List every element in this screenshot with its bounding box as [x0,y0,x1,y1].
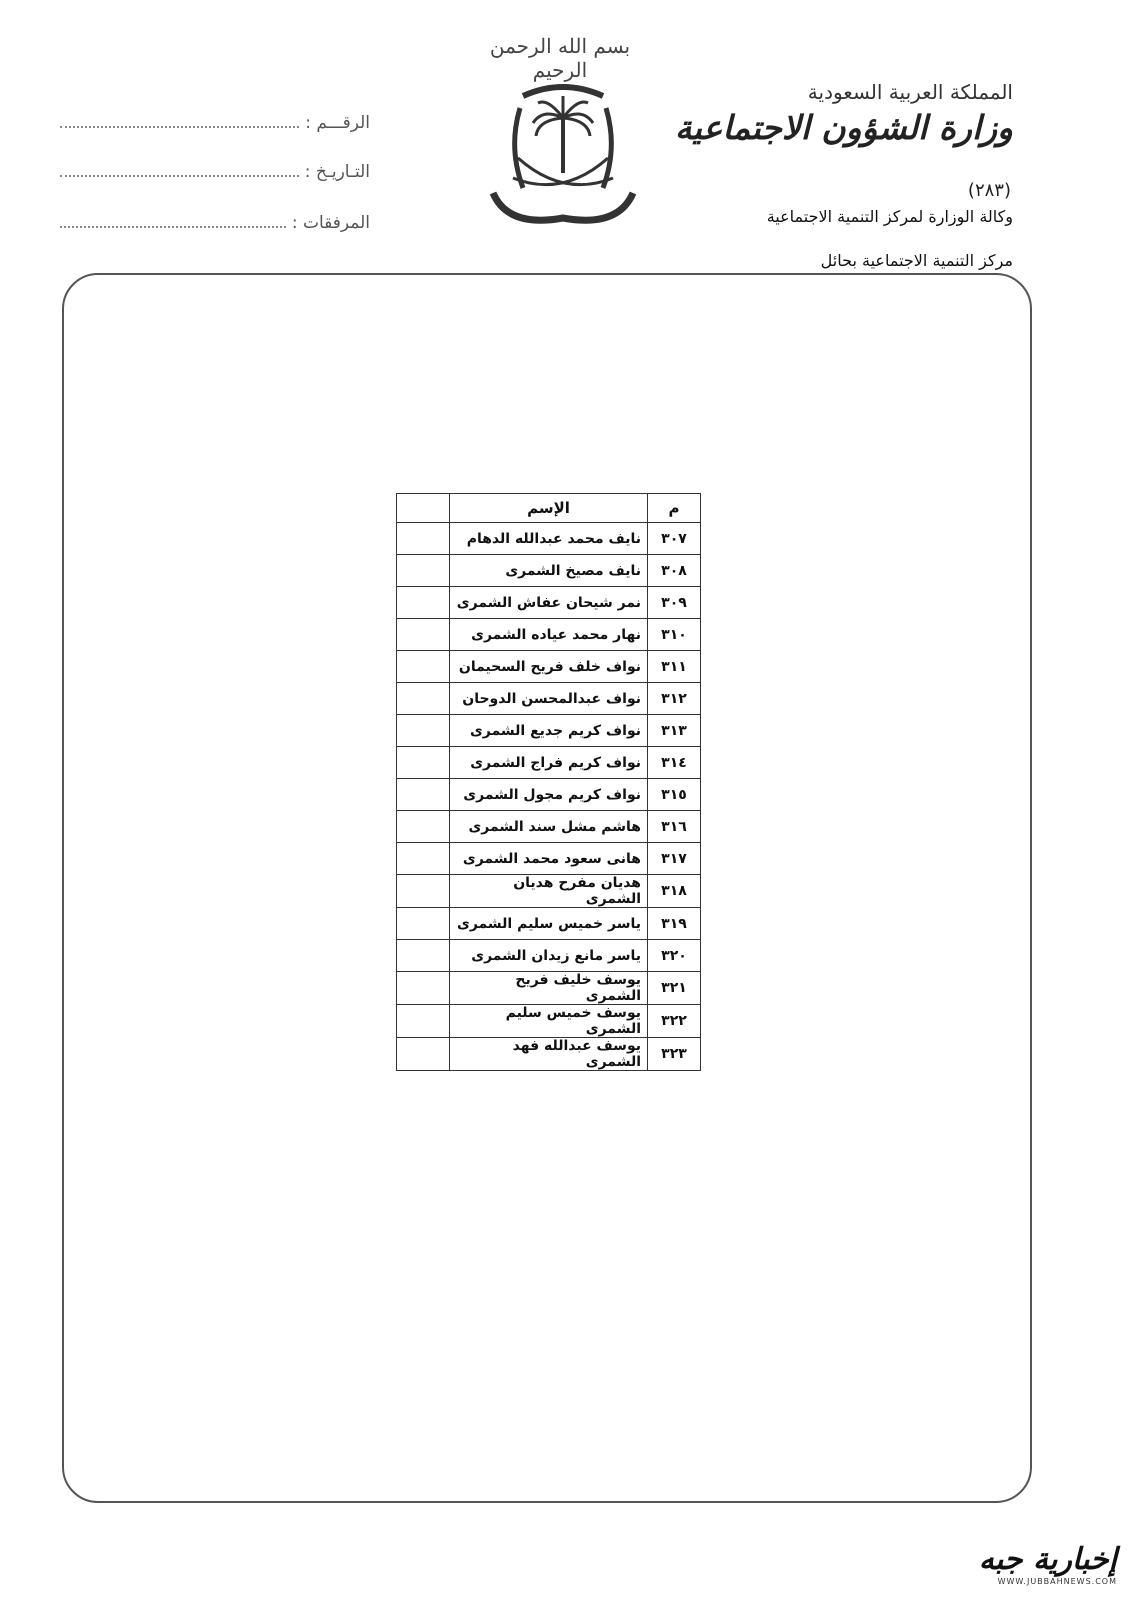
row-number: ٣٢٣ [648,1038,701,1071]
table-row [397,1038,701,1071]
row-number: ٣١٠ [648,619,701,651]
watermark-text: إخبارية جبه [978,1542,1117,1577]
table-row [397,972,701,1005]
basmala: بسم الله الرحمن الرحيم [489,34,631,82]
reference-number-field [60,113,370,133]
header-num: م [648,494,701,523]
row-number: ٣٠٩ [648,587,701,619]
row-number: ٣١٣ [648,715,701,747]
row-name: نمر شيحان عفاش الشمرى [450,587,648,619]
table-row [397,523,701,555]
table-row [397,875,701,908]
row-blank [397,843,450,875]
row-blank [397,747,450,779]
row-name: نايف مصيخ الشمرى [450,555,648,587]
table-row [397,811,701,843]
row-number: ٣١٨ [648,875,701,908]
row-blank [397,940,450,972]
row-name: نواف خلف فريح السحيمان [450,651,648,683]
row-blank [397,715,450,747]
ministry-block [675,80,1013,147]
table-row [397,587,701,619]
row-name: نايف محمد عبدالله الدهام [450,523,648,555]
row-number: ٣١٢ [648,683,701,715]
table-row [397,715,701,747]
row-blank [397,555,450,587]
row-name: يوسف عبدالله فهد الشمرى [450,1038,648,1071]
row-name: نواف كريم جديع الشمرى [450,715,648,747]
dotted-line [60,163,299,177]
row-blank [397,811,450,843]
row-blank [397,1038,450,1071]
row-name: ياسر مانع زيدان الشمرى [450,940,648,972]
table-row [397,1005,701,1038]
watermark-url: WWW.JUBBAHNEWS.COM [997,1577,1117,1586]
table-row [397,843,701,875]
table-row [397,555,701,587]
row-blank [397,683,450,715]
row-blank [397,587,450,619]
table-row [397,940,701,972]
row-name: نواف كريم فراج الشمرى [450,747,648,779]
row-number: ٣١٩ [648,908,701,940]
row-name: هانى سعود محمد الشمرى [450,843,648,875]
row-name: هديان مفرح هديان الشمرى [450,875,648,908]
saudi-emblem-icon [478,78,648,228]
row-number: ٣٢٠ [648,940,701,972]
row-name: ياسر خميس سليم الشمرى [450,908,648,940]
row-blank [397,875,450,908]
agency-name: وكالة الوزارة لمركز التنمية الاجتماعية [766,207,1013,226]
row-number: ٣٠٨ [648,555,701,587]
row-blank [397,1005,450,1038]
attachments-field [60,213,370,233]
row-name: نهار محمد عياده الشمرى [450,619,648,651]
date-field [60,162,370,182]
row-number: ٣١٥ [648,779,701,811]
row-name: نواف كريم مجول الشمرى [450,779,648,811]
row-number: ٣١٤ [648,747,701,779]
row-blank [397,619,450,651]
row-blank [397,972,450,1005]
row-blank [397,908,450,940]
row-blank [397,523,450,555]
table-row [397,908,701,940]
row-name: نواف عبدالمحسن الدوحان [450,683,648,715]
ministry-number: (٢٨٣) [967,180,1011,201]
ministry-name: وزارة الشؤون الاجتماعية [675,108,1013,147]
table-row [397,683,701,715]
table-header-row [397,494,701,523]
row-name: يوسف خليف فريح الشمرى [450,972,648,1005]
row-number: ٣٢٢ [648,1005,701,1038]
dotted-line [60,214,286,228]
row-number: ٣١٧ [648,843,701,875]
row-number: ٣٠٧ [648,523,701,555]
row-name: هاشم مشل سند الشمرى [450,811,648,843]
table-row [397,651,701,683]
table-row [397,779,701,811]
table-row [397,619,701,651]
center-name: مركز التنمية الاجتماعية بحائل [820,251,1013,270]
date-label: التـاريـخ : [304,162,370,182]
attachments-label: المرفقات : [291,213,370,233]
row-number: ٣١٦ [648,811,701,843]
header-name: الإسم [450,494,648,523]
reference-number-label: الرقـــم : [305,113,370,133]
kingdom-name: المملكة العربية السعودية [807,80,1013,104]
row-blank [397,651,450,683]
row-number: ٣٢١ [648,972,701,1005]
names-table [396,493,701,1071]
watermark [927,1542,1117,1586]
row-blank [397,779,450,811]
dotted-line [60,114,299,128]
header-extra [397,494,450,523]
row-name: يوسف خميس سليم الشمرى [450,1005,648,1038]
row-number: ٣١١ [648,651,701,683]
table-row [397,747,701,779]
